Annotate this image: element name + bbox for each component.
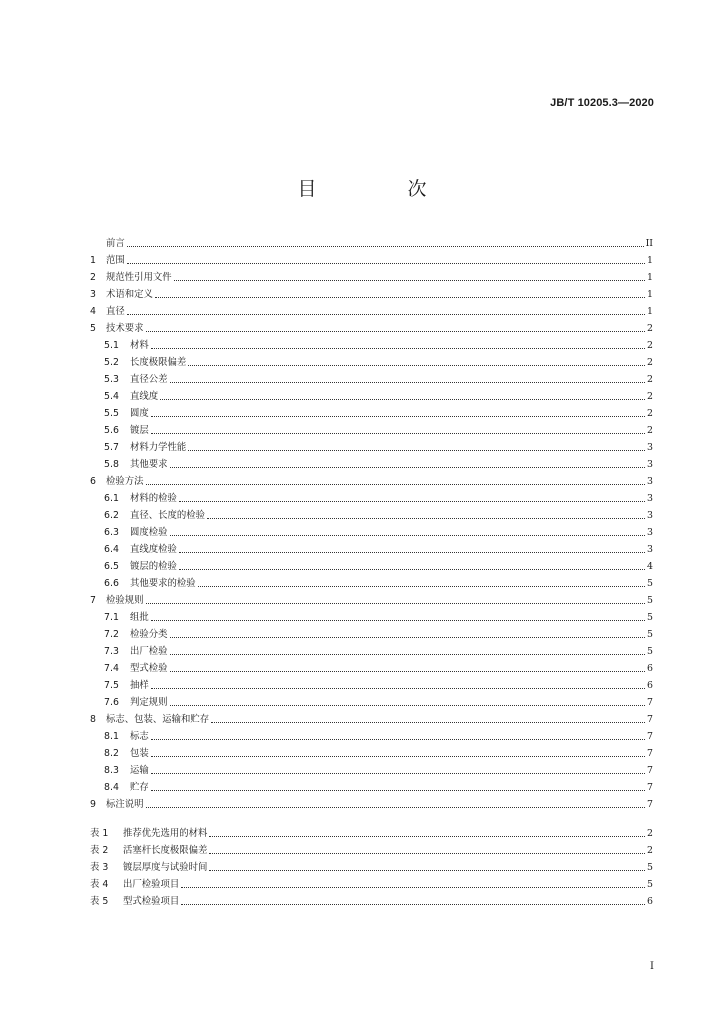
toc-entry-number: 6.4: [104, 544, 119, 555]
toc-entry-title: 镀层: [130, 425, 149, 436]
toc-entry-title: 直线度: [130, 391, 159, 402]
dot-leader: [151, 790, 645, 791]
toc-entry-number: 5.6: [104, 425, 119, 436]
toc-entry-number: 表 2: [90, 845, 109, 856]
toc-entry-number: 7.5: [104, 680, 119, 691]
dot-leader: [209, 836, 645, 837]
dot-leader: [207, 518, 645, 519]
dot-leader: [151, 620, 645, 621]
toc-entry-number: 表 1: [90, 828, 109, 839]
dot-leader: [160, 399, 645, 400]
toc-entry-page: 5: [647, 578, 653, 589]
dot-leader: [181, 887, 645, 888]
toc-entry-page: 1: [647, 306, 653, 317]
toc-entry-page: 7: [647, 799, 653, 810]
dot-leader: [151, 773, 645, 774]
toc-entry-title: 型式检验项目: [123, 896, 180, 907]
toc-entry[interactable]: [90, 232, 653, 249]
toc-entry-page: 7: [647, 782, 653, 793]
dot-leader: [188, 450, 645, 451]
toc-entry-title: 术语和定义: [106, 289, 153, 300]
dot-leader: [170, 654, 646, 655]
toc-entry-title: 材料力学性能: [130, 442, 187, 453]
toc-entry[interactable]: [90, 759, 653, 776]
dot-leader: [170, 637, 646, 638]
toc-entry-title: 圆度: [130, 408, 149, 419]
toc-entry-title: 标志: [130, 731, 149, 742]
toc-entry-page: 2: [647, 828, 653, 839]
toc-entry[interactable]: [90, 521, 653, 538]
toc-entry-number: 7.1: [104, 612, 119, 623]
dot-leader: [170, 535, 646, 536]
dot-leader: [211, 722, 645, 723]
dot-leader: [151, 433, 645, 434]
toc-entry-title: 材料: [130, 340, 149, 351]
dot-leader: [179, 552, 645, 553]
toc-entry-page: 1: [647, 289, 653, 300]
toc-entry-number: 1: [90, 255, 96, 266]
table-list: [90, 822, 653, 907]
toc-title: 目 次: [297, 178, 463, 200]
toc-entry-page: 2: [647, 340, 653, 351]
toc-entry-number: 5.1: [104, 340, 119, 351]
toc-entry[interactable]: [90, 419, 653, 436]
toc-entry-number: 5: [90, 323, 96, 334]
toc-entry-title: 检验分类: [130, 629, 168, 640]
toc-entry[interactable]: [90, 402, 653, 419]
toc-entry-title: 包装: [130, 748, 149, 759]
toc-entry-title: 运输: [130, 765, 149, 776]
toc-entry-page: 6: [647, 896, 653, 907]
toc-entry-number: 5.2: [104, 357, 119, 368]
toc-entry-number: 7: [90, 595, 96, 606]
toc-entry[interactable]: [90, 691, 653, 708]
table-list-entry[interactable]: [90, 822, 653, 839]
toc-entry[interactable]: [90, 674, 653, 691]
dot-leader: [151, 348, 645, 349]
toc-entry-number: 8: [90, 714, 96, 725]
toc-entry-number: 3: [90, 289, 96, 300]
toc-entry[interactable]: [90, 793, 653, 810]
toc-entry-page: 2: [647, 408, 653, 419]
toc-entry-number: 9: [90, 799, 96, 810]
toc-entry-title: 标注说明: [106, 799, 144, 810]
toc-entry-page: 7: [647, 748, 653, 759]
toc-entry[interactable]: [90, 300, 653, 317]
toc-entry-page: 1: [647, 272, 653, 283]
toc-entry-number: 5.3: [104, 374, 119, 385]
dot-leader: [127, 263, 645, 264]
toc-entry[interactable]: [90, 623, 653, 640]
toc-entry-page: 6: [647, 680, 653, 691]
toc-entry-number: 8.4: [104, 782, 119, 793]
dot-leader: [179, 569, 645, 570]
toc-entry-title: 镀层厚度与试验时间: [123, 862, 208, 873]
toc-entry-number: 6.6: [104, 578, 119, 589]
toc-entry[interactable]: [90, 742, 653, 759]
dot-leader: [209, 870, 645, 871]
toc-entry[interactable]: [90, 657, 653, 674]
toc-entry-page: 1: [647, 255, 653, 266]
toc-entry-number: 5.8: [104, 459, 119, 470]
toc-entry-title: 直径、长度的检验: [130, 510, 206, 521]
toc-entry[interactable]: [90, 589, 653, 606]
toc-entry-number: 6.3: [104, 527, 119, 538]
toc-entry-number: 6.5: [104, 561, 119, 572]
dot-leader: [146, 484, 646, 485]
toc-entry-page: 7: [647, 714, 653, 725]
toc-entry-page: 5: [647, 646, 653, 657]
toc-entry-page: 4: [647, 561, 653, 572]
toc-entry[interactable]: [90, 249, 653, 266]
dot-leader: [146, 331, 646, 332]
toc-entry-number: 8.3: [104, 765, 119, 776]
toc-entry[interactable]: [90, 317, 653, 334]
dot-leader: [170, 671, 646, 672]
toc-entry-title: 其他要求的检验: [130, 578, 196, 589]
toc-entry-number: 7.2: [104, 629, 119, 640]
toc-entry-title: 镀层的检验: [130, 561, 177, 572]
page-number: I: [650, 961, 654, 972]
toc-entry-title: 活塞杆长度极限偏差: [123, 845, 208, 856]
toc-entry-number: 8.2: [104, 748, 119, 759]
toc-entry-title: 出厂检验: [130, 646, 168, 657]
toc-entry[interactable]: [90, 283, 653, 300]
dot-leader: [181, 904, 645, 905]
toc-entry-title: 长度极限偏差: [130, 357, 187, 368]
dot-leader: [151, 756, 645, 757]
toc-entry-number: 5.7: [104, 442, 119, 453]
toc-entries: [90, 232, 653, 810]
toc-entry-page: 5: [647, 862, 653, 873]
toc-entry[interactable]: [90, 470, 653, 487]
toc-entry-number: 7.4: [104, 663, 119, 674]
toc-entry-title: 直径: [106, 306, 125, 317]
toc-entry-number: 6.1: [104, 493, 119, 504]
toc-entry-page: 3: [647, 476, 653, 487]
toc-entry-page: 2: [647, 845, 653, 856]
dot-leader: [151, 688, 645, 689]
table-list-entry[interactable]: [90, 873, 653, 890]
toc-entry-title: 标志、包装、运输和贮存: [106, 714, 210, 725]
dot-leader: [146, 603, 646, 604]
toc-entry-title: 其他要求: [130, 459, 168, 470]
table-list-entry[interactable]: [90, 856, 653, 873]
toc-entry-page: 3: [647, 527, 653, 538]
toc-entry-title: 检验方法: [106, 476, 144, 487]
toc-entry[interactable]: [90, 436, 653, 453]
toc-entry[interactable]: [90, 504, 653, 521]
toc-entry-page: 5: [647, 879, 653, 890]
toc-entry-title: 出厂检验项目: [123, 879, 180, 890]
dot-leader: [151, 739, 645, 740]
toc-entry-number: 5.4: [104, 391, 119, 402]
toc-entry-title: 型式检验: [130, 663, 168, 674]
toc-entry-title: 圆度检验: [130, 527, 168, 538]
toc-entry-page: 3: [647, 510, 653, 521]
toc-entry[interactable]: [90, 538, 653, 555]
toc-entry[interactable]: [90, 708, 653, 725]
toc-entry[interactable]: [90, 385, 653, 402]
toc-entry-page: 3: [647, 493, 653, 504]
toc-entry-page: 7: [647, 765, 653, 776]
toc-entry[interactable]: [90, 351, 653, 368]
toc-entry-number: 2: [90, 272, 96, 283]
standard-code: JB/T 10205.3—2020: [550, 97, 654, 109]
table-list-entry[interactable]: [90, 890, 653, 907]
toc-entry-number: 6: [90, 476, 96, 487]
toc-entry-page: 3: [647, 544, 653, 555]
toc-entry-page: 2: [647, 425, 653, 436]
toc-entry-title: 直线度检验: [130, 544, 177, 555]
toc-entry-page: 5: [647, 595, 653, 606]
dot-leader: [127, 246, 644, 247]
dot-leader: [151, 416, 645, 417]
toc-gap: [90, 810, 653, 822]
toc-entry-title: 抽样: [130, 680, 149, 691]
dot-leader: [127, 314, 645, 315]
toc-entry-number: 6.2: [104, 510, 119, 521]
toc-entry-page: 3: [647, 459, 653, 470]
toc-entry-title: 范围: [106, 255, 125, 266]
toc-entry-number: 表 5: [90, 896, 109, 907]
toc-entry[interactable]: [90, 606, 653, 623]
toc-entry-page: 2: [647, 391, 653, 402]
toc-entry[interactable]: [90, 453, 653, 470]
toc-entry-title: 直径公差: [130, 374, 168, 385]
dot-leader: [170, 705, 646, 706]
toc-entry-number: 4: [90, 306, 96, 317]
toc-entry-page: 2: [647, 323, 653, 334]
toc-entry[interactable]: [90, 368, 653, 385]
toc-entry-title: 检验规则: [106, 595, 144, 606]
toc-entry-number: 7.6: [104, 697, 119, 708]
toc-entry-number: 7.3: [104, 646, 119, 657]
toc-entry-page: 2: [647, 374, 653, 385]
dot-leader: [155, 297, 645, 298]
toc-entry-title: 规范性引用文件: [106, 272, 172, 283]
toc-entry-page: 5: [647, 629, 653, 640]
dot-leader: [174, 280, 645, 281]
toc-entry-number: 表 3: [90, 862, 109, 873]
dot-leader: [209, 853, 645, 854]
toc-entry[interactable]: [90, 572, 653, 589]
dot-leader: [170, 382, 646, 383]
toc-entry[interactable]: [90, 725, 653, 742]
dot-leader: [146, 807, 646, 808]
toc-entry-number: 表 4: [90, 879, 109, 890]
toc-entry[interactable]: [90, 555, 653, 572]
toc-entry-page: 7: [647, 697, 653, 708]
toc-entry-title: 推荐优先选用的材料: [123, 828, 208, 839]
toc-entry-page: 7: [647, 731, 653, 742]
dot-leader: [170, 467, 646, 468]
toc-entry-page: 3: [647, 442, 653, 453]
toc-entry-title: 前言: [106, 238, 125, 249]
toc-entry-page: 2: [647, 357, 653, 368]
toc-entry-page: 6: [647, 663, 653, 674]
toc-entry[interactable]: [90, 334, 653, 351]
toc-entry-number: 5.5: [104, 408, 119, 419]
toc-entry[interactable]: [90, 266, 653, 283]
toc-entry-title: 材料的检验: [130, 493, 177, 504]
toc-entry-title: 贮存: [130, 782, 149, 793]
toc-entry-title: 判定规则: [130, 697, 168, 708]
table-of-contents: [90, 232, 653, 907]
toc-entry-page: 5: [647, 612, 653, 623]
toc-entry-title: 组批: [130, 612, 149, 623]
toc-entry-page: II: [645, 238, 653, 249]
table-list-entry[interactable]: [90, 839, 653, 856]
toc-entry-title: 技术要求: [106, 323, 144, 334]
toc-entry[interactable]: [90, 487, 653, 504]
dot-leader: [179, 501, 645, 502]
toc-entry-number: 8.1: [104, 731, 119, 742]
toc-entry[interactable]: [90, 776, 653, 793]
dot-leader: [188, 365, 645, 366]
dot-leader: [198, 586, 645, 587]
toc-entry[interactable]: [90, 640, 653, 657]
